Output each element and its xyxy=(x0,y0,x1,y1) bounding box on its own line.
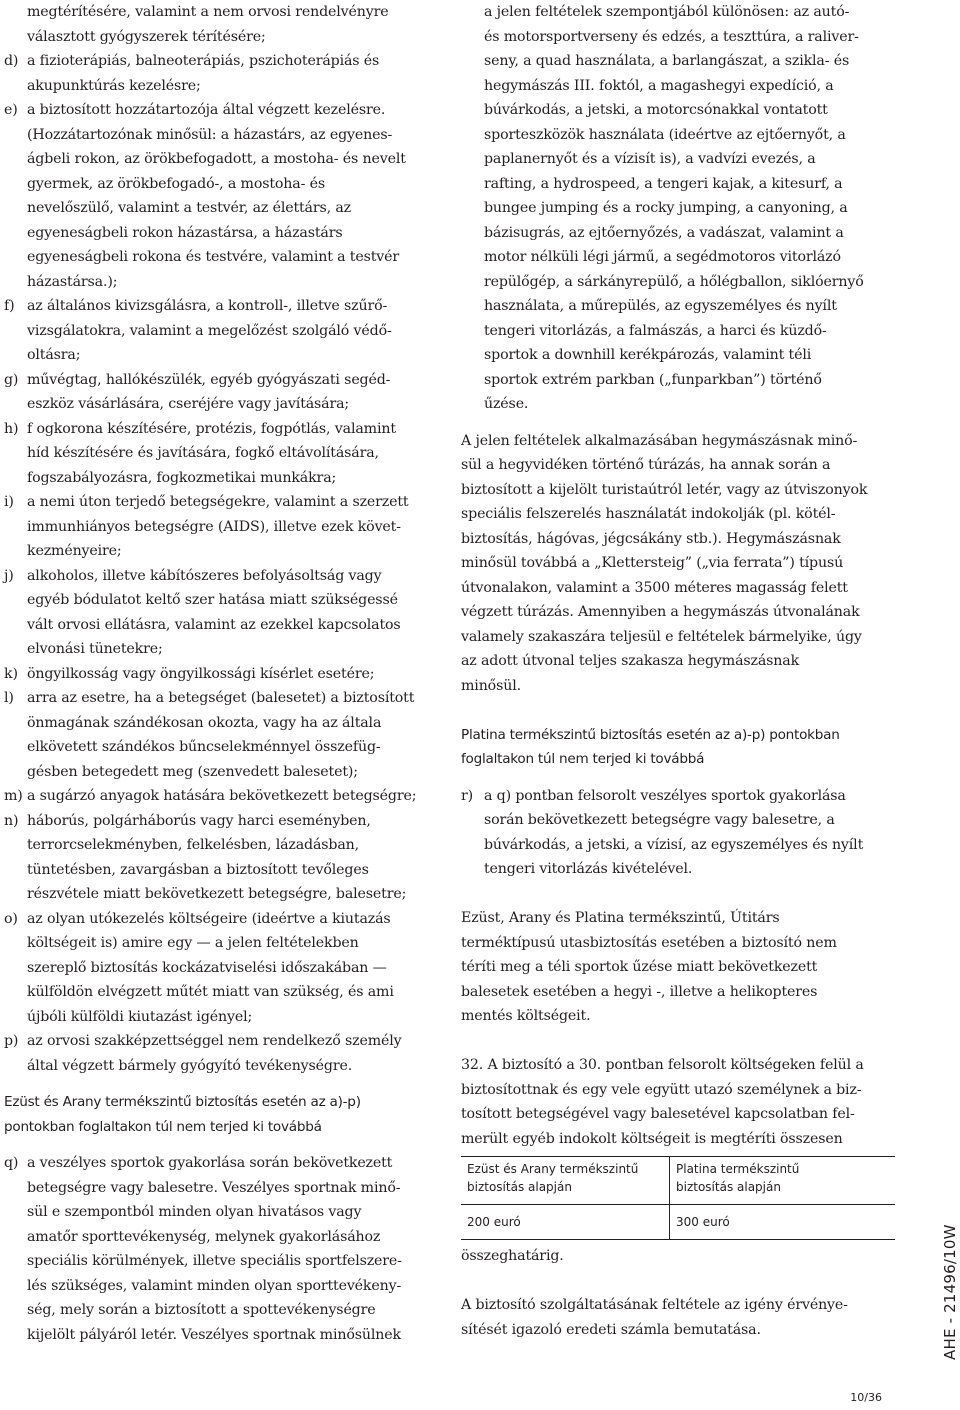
list-item xyxy=(4,1029,436,1054)
heading-line: Ezüst és Arany termékszintű biztosítás esetén az a)-p) xyxy=(4,1094,361,1110)
list-item-continuation: részvétele miatt bekövetkezett betegségre, balesetre; xyxy=(27,886,407,902)
list-item-continuation: vizsgálatokra, valamint a megelőzést szolgáló védő- xyxy=(27,322,392,339)
text-line: terméktípusú utasbiztosítás esetében a biztosító nem xyxy=(461,934,837,951)
list-item xyxy=(4,490,436,515)
list-item-continuation: költségeit is) amire egy — a jelen feltételekben xyxy=(27,935,359,951)
table-header-line: biztosítás alapján xyxy=(676,1180,781,1194)
exclusion-item-r xyxy=(461,784,893,882)
list-item-continuation: gyermek, az örökbefogadó-, a mostoha- és xyxy=(27,175,325,192)
text-line: balesetek esetében a hegyi -, illetve a helikopteres xyxy=(461,983,818,1000)
text-line: rafting, a hydrospeed, a tengeri kajak, a kitesurf, a xyxy=(484,175,843,192)
text-line: megtérítésére, valamint a nem orvosi rendelvényre xyxy=(27,4,389,20)
text-line: A jelen feltételek alkalmazásában hegymászásnak minő- xyxy=(461,432,858,449)
list-item-text: az általános kivizsgálásra, a kontroll-, illetve szűrő- xyxy=(27,298,388,314)
list-item-continuation: tengeri vitorlázás kivételével. xyxy=(484,861,693,877)
text-line: a jelen feltételek szempontjából különösen: az autó- xyxy=(484,4,850,20)
list-item-continuation: házastársa.); xyxy=(27,273,118,290)
text-line: az adott útvonal teljes szakasza hegymászásnak xyxy=(461,653,800,669)
table-value-platinum: 300 euró xyxy=(670,1205,896,1240)
list-item-continuation: (Hozzátartozónak minősül: a házastárs, az egyenes- xyxy=(27,126,393,143)
winter-sports-paragraph xyxy=(461,906,893,1029)
list-item xyxy=(4,294,436,319)
list-item-continuation: nevelőszülő, valamint a testvér, az élettárs, az xyxy=(27,200,351,216)
condition-paragraph xyxy=(461,1293,893,1342)
list-item-text: a q) pontban felsorolt veszélyes sportok gyakorlása xyxy=(484,787,846,804)
list-marker: g) xyxy=(4,371,19,388)
left-intro xyxy=(4,0,436,49)
list-item-continuation: vált orvosi ellátásra, valamint az ezekkel kapcsolatos xyxy=(27,616,401,633)
text-line: mentés költségeit. xyxy=(461,1008,591,1024)
list-item xyxy=(4,564,436,589)
list-item-continuation: újbóli külföldi kiutazást igényel; xyxy=(27,1008,253,1025)
list-item-continuation: lés szükséges, valamint minden olyan sporttevékeny- xyxy=(27,1277,402,1294)
list-item-continuation: elvonási tünetekre; xyxy=(27,641,163,657)
text-line: bungee jumping és a rocky jumping, a canyoning, a xyxy=(484,200,848,216)
list-item-continuation: kezményeire; xyxy=(27,543,122,559)
list-marker: d) xyxy=(4,53,19,69)
list-item xyxy=(4,368,436,393)
list-item xyxy=(4,417,436,442)
list-item-continuation: egyeneságbeli rokon házastársa, a házastárs xyxy=(27,224,343,241)
text-line: biztosítottnak és egy vele együtt utazó személynek a biz- xyxy=(461,1081,862,1098)
list-item xyxy=(4,49,436,74)
right-column xyxy=(461,0,893,1342)
heading-line: pontokban foglaltakon túl nem terjed ki továbbá xyxy=(4,1118,322,1135)
list-item-continuation: tüntetésben, zavargásban a biztosított tevőleges xyxy=(27,861,369,878)
exclusion-item-q xyxy=(4,1151,436,1347)
dangerous-sports-list xyxy=(461,0,893,417)
heading-line: foglaltakon túl nem terjed ki továbbá xyxy=(461,751,705,767)
list-item xyxy=(461,784,893,809)
document-code: AHE - 21496/10W xyxy=(941,1224,959,1360)
text-line: végzett túrázás. Amennyiben a hegymászás útvonalának xyxy=(461,604,860,620)
list-marker: q) xyxy=(4,1155,19,1171)
list-item-text: háborús, polgárháborús vagy harci eseményben, xyxy=(27,812,371,829)
list-item xyxy=(4,809,436,834)
list-item-text: öngyilkosság vagy öngyilkossági kísérlet esetére; xyxy=(27,665,375,682)
table-header-line: Ezüst és Arany termékszintű xyxy=(467,1162,639,1176)
text-line: téríti meg a téli sportok űzése miatt bekövetkezett xyxy=(461,959,818,975)
list-item-text: a nemi úton terjedő betegségekre, valamint a szerzett xyxy=(27,494,409,510)
text-line: sítését igazoló eredeti számla bemutatása. xyxy=(461,1321,761,1338)
table-header-line: Platina termékszintű xyxy=(676,1162,800,1176)
table-header-platinum xyxy=(670,1157,896,1205)
list-item-continuation: egyéb bódulatot keltő szer hatása miatt szükségessé xyxy=(27,592,398,608)
text-line: motor nélküli légi jármű, a segédmotoros vitorlázó xyxy=(484,249,841,265)
list-item-continuation: terrorcselekményben, felkelésben, lázadásban, xyxy=(27,837,359,853)
limit-table xyxy=(461,1156,895,1240)
text-line: útvonalakon, valamint a 3500 méteres magasság felett xyxy=(461,579,848,596)
list-item-continuation: kijelölt pályáról letér. Veszélyes sportnak minősülnek xyxy=(27,1326,401,1343)
text-line: A biztosító szolgáltatásának feltétele az igény érvénye- xyxy=(461,1297,848,1313)
list-item-continuation: búvárkodás, a jetski, a vízisí, az egyszemélyes és nyílt xyxy=(484,836,864,853)
text-line: választott gyógyszerek térítésére; xyxy=(27,28,266,45)
text-line: búvárkodás, a jetski, a motorcsónakkal vontatott xyxy=(484,102,828,118)
text-line: sportok extrém parkban („funparkban”) történő xyxy=(484,371,822,388)
list-marker: k) xyxy=(4,665,18,682)
text-line: seny, a quad használata, a barlangászat, a szikla- és xyxy=(484,53,850,69)
text-line: Ezüst, Arany és Platina termékszintű, Útitárs xyxy=(461,910,780,926)
text-line: hegymászás III. foktól, a magashegyi expedíció, a xyxy=(484,77,834,94)
additional-costs-paragraph xyxy=(461,1053,893,1151)
table-header-silver-gold xyxy=(461,1157,670,1205)
section-heading-silver-gold xyxy=(4,1090,436,1139)
text-line: használata, a műrepülés, az egyszemélyes és nyílt xyxy=(484,298,837,314)
text-line: bázisugrás, az ejtőernyőzés, a vadászat, valamint a xyxy=(484,224,844,241)
table-header-line: biztosítás alapján xyxy=(467,1180,572,1194)
list-item-continuation: egyeneságbeli rokona és testvére, valamint a testvér xyxy=(27,249,399,265)
list-marker: l) xyxy=(4,690,14,706)
list-item xyxy=(4,662,436,687)
list-item-text: alkoholos, illetve kábítószeres befolyásoltság vagy xyxy=(27,567,382,584)
list-item-continuation: önmagának szándékosan okozta, vagy ha az általa xyxy=(27,714,382,731)
list-item-continuation: betegségre vagy balesetre. Veszélyes sportnak minő- xyxy=(27,1179,401,1196)
list-item-continuation: amatőr sporttevékenység, melynek gyakorlásához xyxy=(27,1228,381,1245)
list-marker: m) xyxy=(4,788,23,804)
list-marker: j) xyxy=(4,567,14,584)
list-item-text: a veszélyes sportok gyakorlása során bekövetkezett xyxy=(27,1155,393,1171)
list-item-continuation: során bekövetkezett betegségre vagy balesetre, a xyxy=(484,812,835,828)
text-line: sporteszközök használata (ideértve az ejtőernyőt, a xyxy=(484,126,846,143)
list-item-text: a sugárzó anyagok hatására bekövetkezett betegségre; xyxy=(27,788,417,804)
exclusion-list xyxy=(4,49,436,1078)
text-line: tosított betegségével vagy balesetével kapcsolatban fel- xyxy=(461,1106,855,1122)
list-item xyxy=(4,686,436,711)
mountaineering-paragraph xyxy=(461,429,893,699)
list-marker: o) xyxy=(4,910,18,927)
list-item-continuation: speciális körülmények, illetve speciális sportfelszere- xyxy=(27,1253,402,1269)
list-item-continuation: akupunktúrás kezelésre; xyxy=(27,77,201,94)
list-item xyxy=(4,1151,436,1176)
text-line: 32. A biztosító a 30. pontban felsorolt költségeken felül a xyxy=(461,1057,864,1073)
list-item-continuation: külföldön elvégzett műtét miatt van szükség, és ami xyxy=(27,984,394,1000)
text-line: repülőgép, a sárkányrepülő, a hőlégballon, siklóernyő xyxy=(484,273,864,290)
text-line: sportok a downhill kerékpározás, valamint téli xyxy=(484,347,812,363)
text-line: űzése. xyxy=(484,396,529,412)
text-line: paplanernyőt és a vízisít is), a vadvízi evezés, a xyxy=(484,151,816,167)
list-item-continuation: oltásra; xyxy=(27,347,81,363)
list-item-continuation: gésben betegedett meg (szenvedett balesetet); xyxy=(27,763,358,780)
text-line: és motorsportverseny és edzés, a teszttúra, a raliver- xyxy=(484,28,859,45)
text-line: biztosított a kijelölt turistaútról letér, vagy az útviszonyok xyxy=(461,481,868,498)
text-line: biztosítás, hágóvas, jégcsákány stb.). Hegymászásnak xyxy=(461,530,841,547)
list-item-continuation: fogszabályozásra, fogkozmetikai munkákra; xyxy=(27,469,337,486)
list-marker: n) xyxy=(4,812,19,829)
list-item-continuation: híd készítésére és javítására, fogkő eltávolítására, xyxy=(27,445,379,461)
list-item-text: f ogkorona készítésére, protézis, fogpótlás, valamint xyxy=(27,420,396,437)
list-marker: e) xyxy=(4,102,18,118)
page-number: 10/36 xyxy=(850,1391,882,1404)
list-marker: p) xyxy=(4,1033,19,1049)
list-item-continuation: immunhiányos betegségre (AIDS), illetve ezek követ- xyxy=(27,518,401,535)
text-line: minősül továbbá a „Klettersteig” („via ferrata”) típusú xyxy=(461,555,844,571)
heading-line: Platina termékszintű biztosítás esetén az a)-p) pontokban xyxy=(461,726,840,743)
list-marker: r) xyxy=(461,787,474,804)
list-item xyxy=(4,98,436,123)
list-item xyxy=(4,784,436,809)
list-item-text: arra az esetre, ha a betegséget (balesetet) a biztosított xyxy=(27,690,415,706)
list-item-text: a biztosított hozzátartozója által végzett kezelésre. xyxy=(27,102,386,118)
list-marker: i) xyxy=(4,494,14,510)
text-line: tengeri vitorlázás, a falmászás, a harci és küzdő- xyxy=(484,322,827,339)
text-line: sül a hegyvidéken történő túrázás, ha annak során a xyxy=(461,457,831,473)
text-line: speciális felszerelés használatát indokolják (pl. kötél- xyxy=(461,506,836,522)
text-line: minősül. xyxy=(461,677,521,694)
table-value-silver-gold: 200 euró xyxy=(461,1205,670,1240)
list-marker: h) xyxy=(4,420,19,437)
left-column xyxy=(4,0,436,1347)
list-item xyxy=(4,907,436,932)
list-item-text: művégtag, hallókészülék, egyéb gyógyászati segéd- xyxy=(27,371,391,388)
list-item-continuation: sül e szempontból minden olyan hivatásos vagy xyxy=(27,1204,362,1220)
list-item-text: az olyan utókezelés költségeire (ideértve a kiutazás xyxy=(27,910,391,927)
text-line: összeghatárig. xyxy=(461,1248,564,1264)
section-heading-platinum xyxy=(461,723,893,772)
list-item-continuation: eszköz vásárlására, cseréjére vagy javítására; xyxy=(27,396,350,412)
list-item-text: a fizioterápiás, balneoterápiás, pszichoterápiás és xyxy=(27,53,380,69)
list-item-text: az orvosi szakképzettséggel nem rendelkező személy xyxy=(27,1033,402,1049)
text-line: valamely szakaszára teljesül e feltételek bármelyike, úgy xyxy=(461,628,862,645)
list-marker: f) xyxy=(4,298,15,314)
list-item-continuation: szereplő biztosítás kockázatviselési időszakában — xyxy=(27,959,387,976)
list-item-continuation: elkövetett szándékos bűncselekménnyel összefüg- xyxy=(27,739,381,755)
text-line: merült egyéb indokolt költségeit is megtéríti összesen xyxy=(461,1130,843,1147)
list-item-continuation: ágbeli rokon, az örökbefogadott, a mostoha- és nevelt xyxy=(27,151,406,167)
list-item-continuation: ség, mely során a biztosított a spottevékenységre xyxy=(27,1302,376,1318)
list-item-continuation: által végzett bármely gyógyító tevékenységre. xyxy=(27,1057,353,1074)
